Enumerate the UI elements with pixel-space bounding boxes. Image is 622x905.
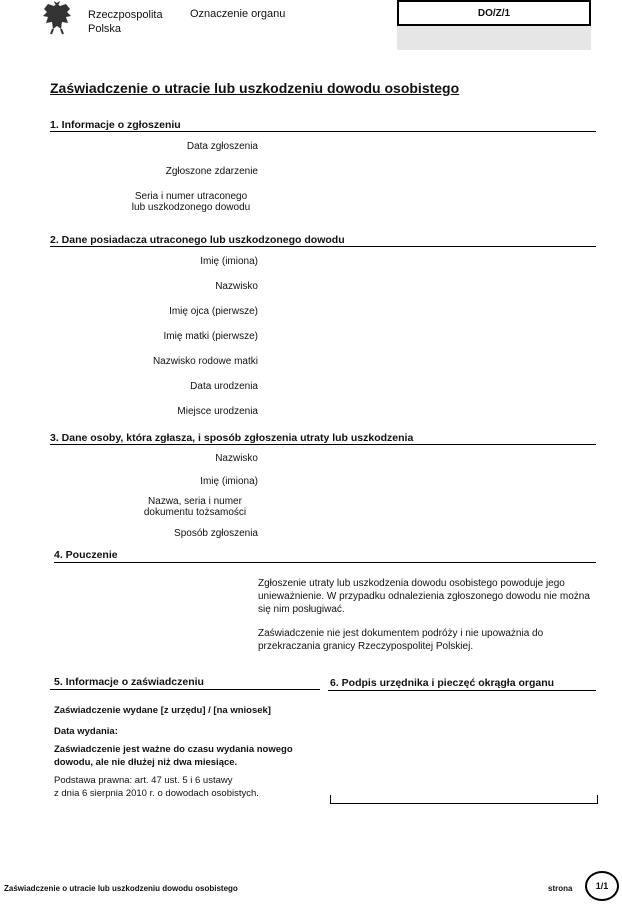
label-reported-event: Zgłoszone zdarzenie xyxy=(165,166,258,177)
label-id-number: Seria i numer utraconego lub uszkodzonego dowodu xyxy=(131,191,251,213)
label-reporter-document: Nazwa, seria i numer dokumentu tożsamości xyxy=(143,496,247,518)
footer-title: Zaświadczenie o utracie lub uszkodzeniu dowodu osobistego xyxy=(4,884,238,893)
issued-mode: Zaświadczenie wydane [z urzędu] / [na wniosek] xyxy=(54,705,271,716)
section-1-line xyxy=(50,131,596,132)
label-reporter-surname: Nazwisko xyxy=(215,453,258,464)
label-first-name: Imię (imiona) xyxy=(200,256,258,267)
label-reporter-first-name: Imię (imiona) xyxy=(200,476,258,487)
section-6-line xyxy=(328,690,596,691)
eagle-emblem-icon xyxy=(40,0,74,36)
signature-area xyxy=(330,795,598,804)
section-1-heading: 1. Informacje o zgłoszeniu xyxy=(50,119,181,131)
legal-basis: Podstawa prawna: art. 47 ust. 5 i 6 ustawy z dnia 6 sierpnia 2010 r. o dowodach osobistych. xyxy=(54,775,259,799)
notice-paragraph-2: Zaświadczenie nie jest dokumentem podróży i nie upoważnia do przekraczania granicy Rzeczypospolitej Polskiej. xyxy=(258,628,544,652)
country-name: Rzeczpospolita Polska xyxy=(88,9,163,35)
section-6-heading: 6. Podpis urzędnika i pieczęć okrągła organu xyxy=(330,677,555,689)
section-2-heading: 2. Dane posiadacza utraconego lub uszkodzonego dowodu xyxy=(50,234,345,246)
section-4-heading: 4. Pouczenie xyxy=(54,549,118,561)
doc-id-box xyxy=(397,0,591,50)
label-report-method: Sposób zgłoszenia xyxy=(174,528,258,539)
section-2-line xyxy=(50,246,596,247)
section-5-line xyxy=(50,689,320,690)
validity-note: Zaświadczenie jest ważne do czasu wydania nowego dowodu, ale nie dłużej niż dwa miesiące. xyxy=(54,744,293,768)
page-number: 1/1 xyxy=(585,871,619,901)
section-4-line xyxy=(54,562,596,563)
page-label: strona xyxy=(548,884,573,893)
section-3-heading: 3. Dane osoby, która zgłasza, i sposób zgłoszenia utraty lub uszkodzenia xyxy=(50,432,414,444)
section-5-heading: 5. Informacje o zaświadczeniu xyxy=(54,676,204,688)
label-father-name: Imię ojca (pierwsze) xyxy=(169,306,258,317)
notice-paragraph-1: Zgłoszenie utraty lub uszkodzenia dowodu osobistego powoduje jego unieważnienie. W przypadku odnalezienia zgłoszonego dowodu nie można się nim posługiwać. xyxy=(258,578,590,615)
label-mother-maiden-name: Nazwisko rodowe matki xyxy=(152,356,258,367)
label-birth-place: Miejsce urodzenia xyxy=(177,406,258,417)
issue-date-label: Data wydania: xyxy=(54,726,118,737)
organ-label: Oznaczenie organu xyxy=(190,8,286,20)
label-birth-date: Data urodzenia xyxy=(190,381,258,392)
label-report-date: Data zgłoszenia xyxy=(186,141,258,152)
label-mother-name: Imię matki (pierwsze) xyxy=(163,331,258,342)
section-3-line xyxy=(50,444,596,445)
document-title: Zaświadczenie o utracie lub uszkodzeniu dowodu osobistego xyxy=(50,80,460,96)
doc-id: DO/Z/1 xyxy=(397,0,591,26)
label-surname: Nazwisko xyxy=(215,281,258,292)
